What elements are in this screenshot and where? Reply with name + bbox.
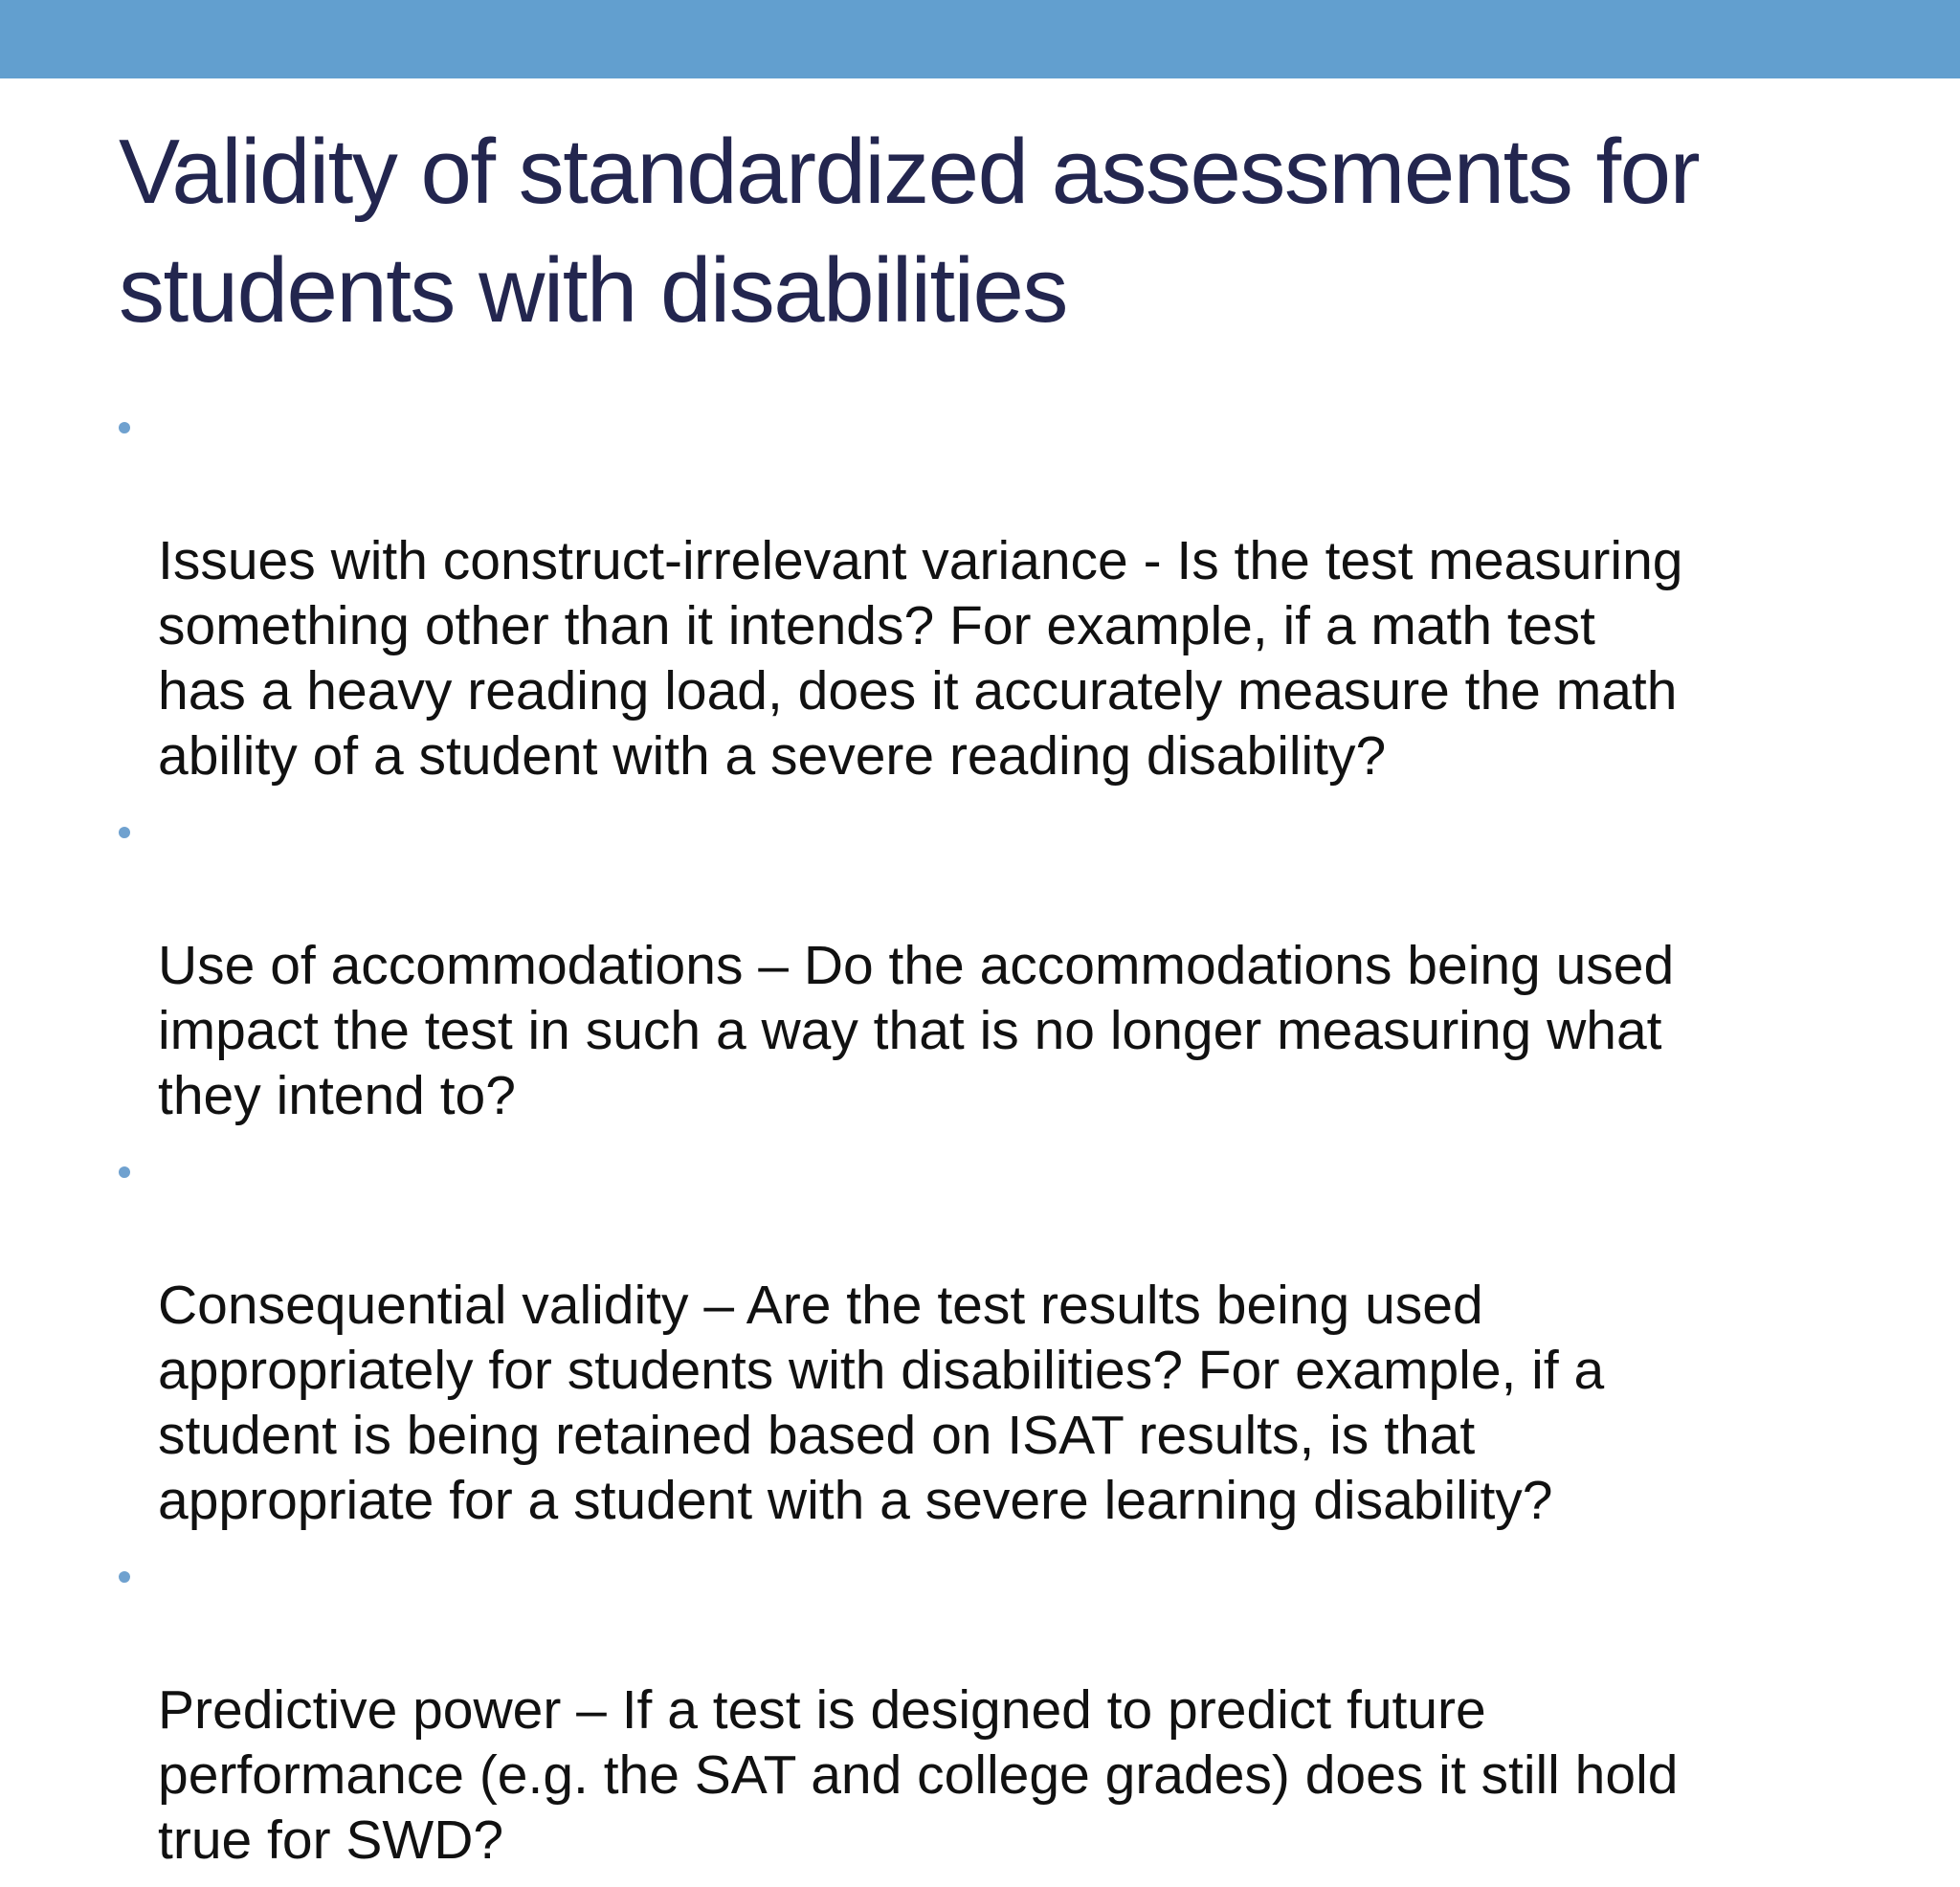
bullet-text: Use of accommodations – Do the accommodations being used impact the test in such a way that is no longer measuring what they intend to? <box>158 935 1675 1126</box>
bullet-dot-icon <box>119 827 130 838</box>
top-accent-bar <box>0 0 1960 78</box>
bullet-dot-icon <box>119 1571 130 1583</box>
slide-title: Validity of standardized assessments for students with disabilities <box>119 121 1700 342</box>
bullet-text: Consequential validity – Are the test results being used appropriately for students with disabilities? For example, if a student is being retained based on ISAT results, is that appropriate for a student with a severe learning disability? <box>158 1275 1605 1531</box>
bullet-dot-icon <box>119 422 130 433</box>
bullet-item <box>119 1143 1841 1533</box>
bullet-item <box>119 398 1841 788</box>
bullet-list <box>119 398 1841 1887</box>
bullet-text: Issues with construct-irrelevant variance - Is the test measuring something other than it intends? For example, if a math test has a heavy reading load, does it accurately measure the math ability of a student with a severe reading disability? <box>158 530 1683 787</box>
bullet-item <box>119 803 1841 1128</box>
bullet-item <box>119 1547 1841 1873</box>
bullet-dot-icon <box>119 1166 130 1178</box>
bullet-text: Predictive power – If a test is designed to predict future performance (e.g. the SAT and college grades) does it still hold true for SWD? <box>158 1679 1679 1871</box>
